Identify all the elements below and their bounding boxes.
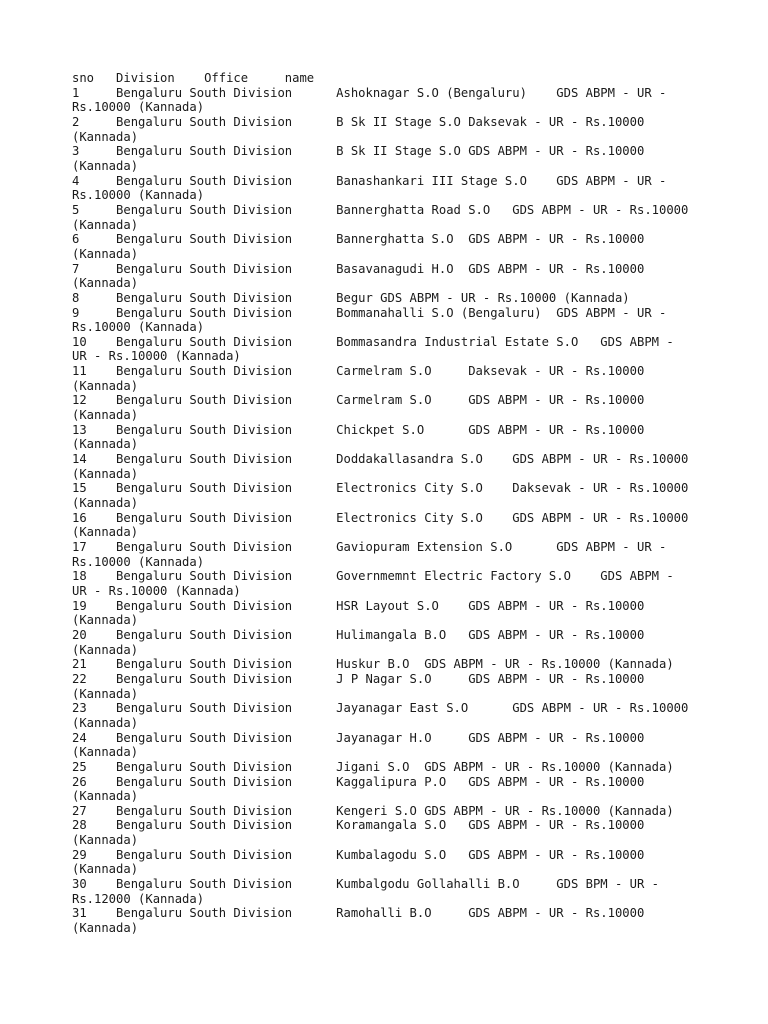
entry-line-continuation: (Kannada) (72, 833, 139, 848)
entry-line-continuation: (Kannada) (72, 745, 139, 760)
document-body (72, 71, 712, 936)
entry-line: 1 Bengaluru South Division Ashoknagar S.O (Bengaluru) GDS ABPM - UR - (72, 85, 667, 100)
entry-line: 22 Bengaluru South Division J P Nagar S.O GDS ABPM - UR - Rs.10000 (72, 671, 645, 686)
entry-line-continuation: (Kannada) (72, 466, 139, 481)
entry-line-continuation: Rs.10000 (Kannada) (72, 100, 205, 115)
entry-line: 27 Bengaluru South Division Kengeri S.O GDS ABPM - UR - Rs.10000 (Kannada) (72, 803, 674, 818)
entry-line-continuation: (Kannada) (72, 158, 139, 173)
entry-line: 28 Bengaluru South Division Koramangala S.O GDS ABPM - UR - Rs.10000 (72, 818, 645, 833)
entry-line-continuation: (Kannada) (72, 217, 139, 232)
entry-line-continuation: (Kannada) (72, 921, 139, 936)
entry-line-continuation: (Kannada) (72, 613, 139, 628)
entry-line-continuation: (Kannada) (72, 437, 139, 452)
entry-line: 15 Bengaluru South Division Electronics City S.O Daksevak - UR - Rs.10000 (72, 481, 689, 496)
entry-line-continuation: (Kannada) (72, 408, 139, 423)
entry-line: 30 Bengaluru South Division Kumbalgodu Gollahalli B.O GDS BPM - UR - (72, 877, 659, 892)
entry-line: 21 Bengaluru South Division Huskur B.O GDS ABPM - UR - Rs.10000 (Kannada) (72, 657, 674, 672)
entry-line: 6 Bengaluru South Division Bannerghatta S.O GDS ABPM - UR - Rs.10000 (72, 232, 645, 247)
entry-line: 16 Bengaluru South Division Electronics City S.O GDS ABPM - UR - Rs.10000 (72, 510, 689, 525)
entry-line: 24 Bengaluru South Division Jayanagar H.O GDS ABPM - UR - Rs.10000 (72, 730, 645, 745)
entry-line: 23 Bengaluru South Division Jayanagar East S.O GDS ABPM - UR - Rs.10000 (72, 701, 689, 716)
entry-line: 2 Bengaluru South Division B Sk II Stage S.O Daksevak - UR - Rs.10000 (72, 114, 645, 129)
entry-line: 12 Bengaluru South Division Carmelram S.O GDS ABPM - UR - Rs.10000 (72, 393, 645, 408)
entry-line: 31 Bengaluru South Division Ramohalli B.O GDS ABPM - UR - Rs.10000 (72, 906, 645, 921)
entry-line: 19 Bengaluru South Division HSR Layout S.O GDS ABPM - UR - Rs.10000 (72, 598, 645, 613)
entry-line: 11 Bengaluru South Division Carmelram S.O Daksevak - UR - Rs.10000 (72, 364, 645, 379)
entry-line: 8 Bengaluru South Division Begur GDS ABPM - UR - Rs.10000 (Kannada) (72, 290, 630, 305)
entry-line-continuation: (Kannada) (72, 789, 139, 804)
entry-line: 29 Bengaluru South Division Kumbalagodu S.O GDS ABPM - UR - Rs.10000 (72, 847, 645, 862)
entry-line-continuation: UR - Rs.10000 (Kannada) (72, 349, 241, 364)
entry-line: 13 Bengaluru South Division Chickpet S.O GDS ABPM - UR - Rs.10000 (72, 422, 645, 437)
entry-line: 7 Bengaluru South Division Basavanagudi H.O GDS ABPM - UR - Rs.10000 (72, 261, 645, 276)
entry-line-continuation: Rs.12000 (Kannada) (72, 891, 205, 906)
entry-line-continuation: Rs.10000 (Kannada) (72, 188, 205, 203)
column-header-line: sno Division Office name (72, 71, 315, 85)
entry-line: 25 Bengaluru South Division Jigani S.O GDS ABPM - UR - Rs.10000 (Kannada) (72, 759, 674, 774)
entry-line: 3 Bengaluru South Division B Sk II Stage S.O GDS ABPM - UR - Rs.10000 (72, 144, 645, 159)
entry-line-continuation: (Kannada) (72, 496, 139, 511)
entry-line: 20 Bengaluru South Division Hulimangala B.O GDS ABPM - UR - Rs.10000 (72, 627, 645, 642)
entry-line: 4 Bengaluru South Division Banashankari III Stage S.O GDS ABPM - UR - (72, 173, 667, 188)
entry-line: 17 Bengaluru South Division Gaviopuram Extension S.O GDS ABPM - UR - (72, 540, 667, 554)
entry-line: 26 Bengaluru South Division Kaggalipura P.O GDS ABPM - UR - Rs.10000 (72, 774, 645, 789)
entry-line-continuation: (Kannada) (72, 246, 139, 261)
entry-line: 5 Bengaluru South Division Bannerghatta Road S.O GDS ABPM - UR - Rs.10000 (72, 202, 689, 217)
entry-line: 9 Bengaluru South Division Bommanahalli S.O (Bengaluru) GDS ABPM - UR - (72, 305, 667, 320)
entry-line-continuation: (Kannada) (72, 378, 139, 393)
entry-line-continuation: Rs.10000 (Kannada) (72, 320, 205, 335)
entry-line: 14 Bengaluru South Division Doddakallasandra S.O GDS ABPM - UR - Rs.10000 (72, 452, 689, 467)
entry-line-continuation: (Kannada) (72, 525, 139, 540)
entry-line-continuation: Rs.10000 (Kannada) (72, 554, 205, 569)
entry-line-continuation: (Kannada) (72, 276, 139, 291)
entry-line-continuation: (Kannada) (72, 686, 139, 701)
entry-line-continuation: (Kannada) (72, 715, 139, 730)
entries-list (72, 86, 712, 936)
entry-line: 10 Bengaluru South Division Bommasandra Industrial Estate S.O GDS ABPM - (72, 334, 674, 349)
entry-line: 18 Bengaluru South Division Governmemnt Electric Factory S.O GDS ABPM - (72, 569, 674, 584)
entry-line-continuation: (Kannada) (72, 862, 139, 877)
entry-line-continuation: UR - Rs.10000 (Kannada) (72, 583, 241, 598)
entry-line-continuation: (Kannada) (72, 129, 139, 144)
entry-line-continuation: (Kannada) (72, 642, 139, 657)
